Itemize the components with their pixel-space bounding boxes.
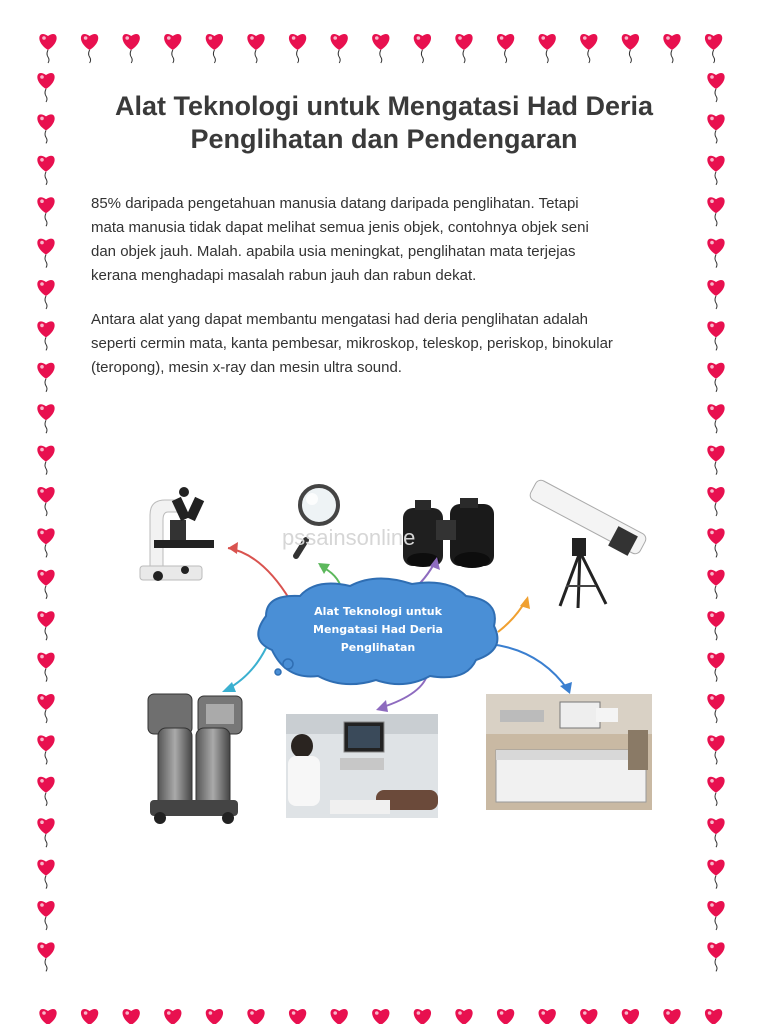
heart-icon (37, 73, 54, 102)
heart-icon (39, 34, 56, 63)
heart-icon (37, 239, 54, 268)
heart-icon (37, 404, 54, 433)
heart-icon (707, 363, 724, 392)
heart-icon (247, 1009, 264, 1024)
page-title (80, 90, 688, 156)
heart-icon (37, 860, 54, 889)
heart-icon (663, 1009, 680, 1024)
heart-icon (707, 239, 724, 268)
heart-icon (372, 1009, 389, 1024)
arrow-to-microscope (228, 548, 290, 600)
heart-icon (622, 34, 639, 63)
cloud-line-1: Alat Teknologi untuk (314, 605, 442, 618)
heart-icon (580, 34, 597, 63)
heart-icon (707, 942, 724, 971)
heart-icon (81, 1009, 98, 1024)
heart-icon (539, 1009, 556, 1024)
title-line-2: Penglihatan dan Pendengaran (190, 124, 578, 154)
binoculars-image (403, 498, 494, 568)
para2-line-1: Antara alat yang dapat membantu mengatasi had deria penglihatan adalah (91, 311, 589, 328)
center-cloud (258, 578, 497, 684)
cloud-line-3: Penglihatan (340, 641, 416, 654)
arrow-to-xray (490, 644, 568, 690)
para1-line-2: mata manusia tidak dapat melihat semua jenis objek, contohnya objek seni (91, 219, 589, 236)
heart-icon (206, 1009, 223, 1024)
heart-icon (705, 1009, 722, 1024)
para1-line-3: dan objek jauh. Malah. apabila usia meningkat, penglihatan mata terjejas (91, 243, 576, 260)
heart-icon (539, 34, 556, 63)
para1-line-4: kerana menghadapi masalah rabun jauh dan rabun dekat. (91, 267, 477, 284)
watermark-text: pssainsonline (282, 525, 416, 550)
heart-icon (37, 321, 54, 350)
ultrasound-image (286, 714, 438, 818)
heart-icon (206, 34, 223, 63)
heart-icon (707, 901, 724, 930)
cloud-line-2: Mengatasi Had Deria (313, 623, 443, 636)
telescope-image (528, 478, 648, 608)
heart-icon (663, 34, 680, 63)
heart-icon (123, 34, 140, 63)
technology-diagram (0, 470, 768, 850)
heart-icon (707, 404, 724, 433)
periscope-image (148, 694, 242, 824)
heart-icon (414, 34, 431, 63)
heart-icon (289, 1009, 306, 1024)
paragraph-vision-intro (91, 192, 691, 288)
heart-icon (455, 1009, 472, 1024)
heart-icon (37, 942, 54, 971)
heart-icon (622, 1009, 639, 1024)
heart-icon (164, 34, 181, 63)
heart-icon (37, 280, 54, 309)
heart-icon (580, 1009, 597, 1024)
heart-icon (497, 34, 514, 63)
heart-icon (289, 34, 306, 63)
heart-icon (37, 901, 54, 930)
heart-icon (37, 363, 54, 392)
microscope-image (132, 487, 222, 588)
heart-icon (247, 34, 264, 63)
heart-icon (707, 280, 724, 309)
heart-icon (37, 197, 54, 226)
xray-machine-image (486, 694, 652, 810)
paragraph-tools (91, 308, 691, 380)
para2-line-3: (teropong), mesin x-ray dan mesin ultra sound. (91, 359, 402, 376)
para1-line-1: 85% daripada pengetahuan manusia datang daripada penglihatan. Tetapi (91, 195, 579, 212)
heart-icon (372, 34, 389, 63)
heart-icon (455, 34, 472, 63)
heart-icon (707, 156, 724, 185)
heart-icon (414, 1009, 431, 1024)
heart-icon (123, 1009, 140, 1024)
heart-icon (81, 34, 98, 63)
heart-icon (37, 114, 54, 143)
heart-icon (707, 321, 724, 350)
heart-icon (331, 34, 348, 63)
heart-icon (707, 860, 724, 889)
heart-icon (39, 1009, 56, 1024)
heart-icon (37, 156, 54, 185)
heart-icon (707, 197, 724, 226)
heart-icon (707, 114, 724, 143)
para2-line-2: seperti cermin mata, kanta pembesar, mikroskop, teleskop, periskop, binokular (91, 335, 613, 352)
heart-icon (497, 1009, 514, 1024)
heart-icon (331, 1009, 348, 1024)
heart-icon (164, 1009, 181, 1024)
heart-icon (705, 34, 722, 63)
title-line-1: Alat Teknologi untuk Mengatasi Had Deria (114, 91, 654, 121)
heart-icon (707, 73, 724, 102)
